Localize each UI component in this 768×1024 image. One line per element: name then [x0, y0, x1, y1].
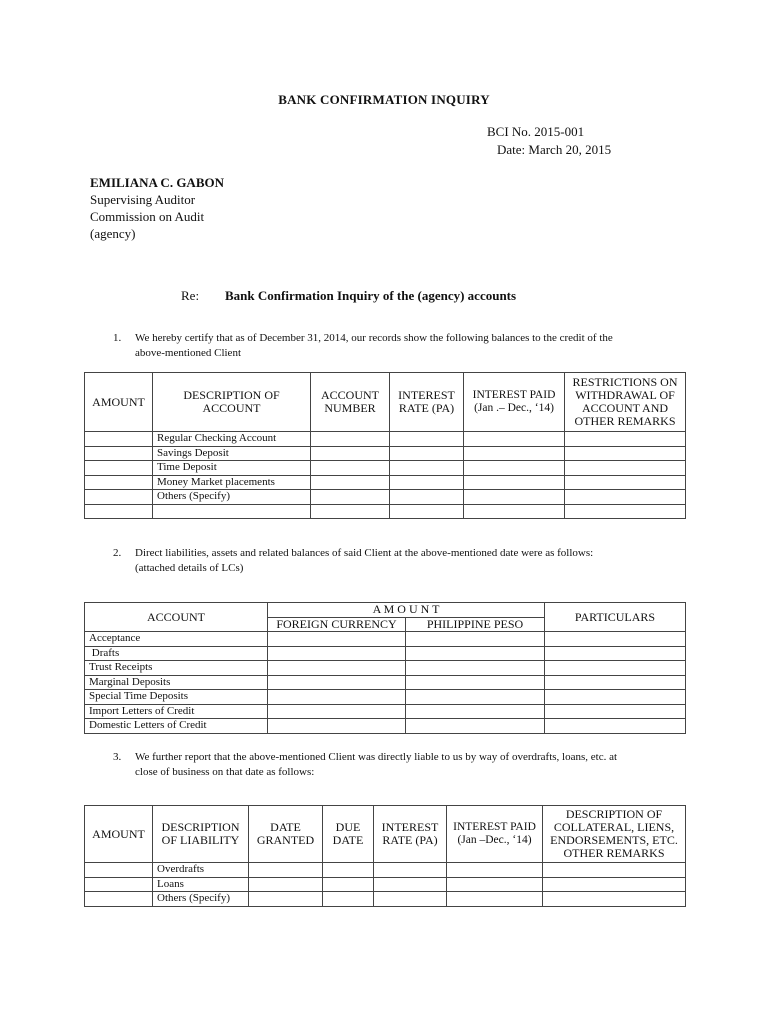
row-label: Loans: [153, 877, 249, 892]
table-cell: [565, 446, 686, 461]
table-cell: [464, 475, 565, 490]
table-cell: [543, 863, 686, 878]
table-row: [85, 504, 686, 519]
table-cell: [85, 461, 153, 476]
table-cell: [447, 892, 543, 907]
table-row: [85, 490, 686, 505]
table-cell: [249, 863, 323, 878]
table-cell: [406, 646, 545, 661]
column-header: INTEREST PAID (Jan –Dec., ‘14): [447, 806, 543, 863]
table-cell: [464, 432, 565, 447]
column-header: DUE DATE: [323, 806, 374, 863]
table-cell: [323, 863, 374, 878]
table-cell: [311, 475, 390, 490]
table-cell: [545, 632, 686, 647]
table-cell: [447, 877, 543, 892]
table-cell: [311, 490, 390, 505]
bci-number: BCI No. 2015-001: [487, 124, 585, 139]
item-1-number: 1.: [113, 332, 122, 344]
item-2-number: 2.: [113, 547, 122, 559]
table-cell: [545, 675, 686, 690]
table-cell: [543, 877, 686, 892]
table-cell: [374, 863, 447, 878]
table-cell: [545, 704, 686, 719]
table-cell: [543, 892, 686, 907]
column-header: DATE GRANTED: [249, 806, 323, 863]
row-label: Trust Receipts: [85, 661, 268, 676]
table-cell: [268, 719, 406, 734]
table-cell: [406, 704, 545, 719]
table-row: [85, 632, 686, 647]
row-label: Marginal Deposits: [85, 675, 268, 690]
re-label: Re:: [181, 288, 200, 303]
table-row: [85, 446, 686, 461]
table-cell: [311, 461, 390, 476]
column-header-account: ACCOUNT: [85, 603, 268, 632]
table-row: [85, 432, 686, 447]
table-cell: [85, 504, 153, 519]
table-cell: [374, 892, 447, 907]
column-header-particulars: PARTICULARS: [545, 603, 686, 632]
table-cell: [545, 661, 686, 676]
item-2-line-2: (attached details of LCs): [135, 562, 244, 574]
table-cell: [464, 461, 565, 476]
table-cell: [406, 719, 545, 734]
table-row: [85, 863, 686, 878]
table-cell: [464, 504, 565, 519]
table-cell: [406, 690, 545, 705]
table-cell: [268, 690, 406, 705]
table-cell: [249, 877, 323, 892]
column-header-foreign-currency: FOREIGN CURRENCY: [268, 617, 406, 632]
table-cell: [545, 719, 686, 734]
table-row: [85, 475, 686, 490]
addressee-name: EMILIANA C. GABON: [90, 175, 224, 190]
table-cell: [85, 490, 153, 505]
column-header: DESCRIPTION OF LIABILITY: [153, 806, 249, 863]
table-row: [85, 892, 686, 907]
item-3-number: 3.: [113, 751, 122, 763]
table-cell: [447, 863, 543, 878]
table-row: [85, 646, 686, 661]
table-cell: [85, 432, 153, 447]
row-label: Import Letters of Credit: [85, 704, 268, 719]
table-cell: [390, 446, 464, 461]
column-header: INTEREST RATE (PA): [390, 373, 464, 432]
document-title: BANK CONFIRMATION INQUIRY: [278, 92, 490, 107]
table-cell: [565, 461, 686, 476]
table-cell: [565, 475, 686, 490]
table-cell: [85, 475, 153, 490]
column-header: AMOUNT: [85, 373, 153, 432]
table-cell: [565, 490, 686, 505]
direct-liabilities-table: [84, 805, 686, 907]
column-header: DESCRIPTION OF ACCOUNT: [153, 373, 311, 432]
table-cell: [268, 632, 406, 647]
row-label: [153, 504, 311, 519]
column-header: INTEREST PAID (Jan .– Dec., ‘14): [464, 373, 565, 432]
item-1: [113, 331, 693, 363]
row-label: Domestic Letters of Credit: [85, 719, 268, 734]
table-cell: [249, 892, 323, 907]
table-cell: [268, 704, 406, 719]
row-label: Regular Checking Account: [153, 432, 311, 447]
table-cell: [545, 690, 686, 705]
table-cell: [565, 432, 686, 447]
row-label: Others (Specify): [153, 892, 249, 907]
column-header-philippine-peso: PHILIPPINE PESO: [406, 617, 545, 632]
document-date: Date: March 20, 2015: [497, 142, 612, 157]
table-cell: [85, 877, 153, 892]
table-cell: [464, 446, 565, 461]
table-cell: [565, 504, 686, 519]
table-cell: [390, 490, 464, 505]
table-cell: [311, 432, 390, 447]
row-label: Time Deposit: [153, 461, 311, 476]
column-header: INTEREST RATE (PA): [374, 806, 447, 863]
addressee-agency: (agency): [90, 226, 136, 241]
row-label: Savings Deposit: [153, 446, 311, 461]
table-cell: [323, 877, 374, 892]
table-cell: [85, 892, 153, 907]
table-row: [85, 704, 686, 719]
row-label: Overdrafts: [153, 863, 249, 878]
item-2-line-1: Direct liabilities, assets and related balances of said Client at the above-mentioned date were as follows:: [135, 547, 594, 559]
table-row: [85, 877, 686, 892]
addressee-block: [90, 174, 224, 242]
table-cell: [323, 892, 374, 907]
table-header-row: [85, 373, 686, 432]
table-row: [85, 690, 686, 705]
row-label: Acceptance: [85, 632, 268, 647]
table-row: [85, 719, 686, 734]
addressee-office: Commission on Audit: [90, 209, 205, 224]
row-label: Others (Specify): [153, 490, 311, 505]
item-3-line-1: We further report that the above-mentioned Client was directly liable to us by way of overdrafts, loans, etc. at: [135, 751, 618, 763]
deposit-balances-table: [84, 372, 686, 519]
item-2: [113, 546, 693, 578]
table-row: [85, 675, 686, 690]
table-cell: [406, 661, 545, 676]
row-label: Drafts: [85, 646, 268, 661]
table-header-row: [85, 806, 686, 863]
column-header: AMOUNT: [85, 806, 153, 863]
table-cell: [390, 461, 464, 476]
table-cell: [85, 446, 153, 461]
row-label: Money Market placements: [153, 475, 311, 490]
table-cell: [311, 504, 390, 519]
table-cell: [406, 675, 545, 690]
table-cell: [85, 863, 153, 878]
table-cell: [390, 504, 464, 519]
table-cell: [374, 877, 447, 892]
table-cell: [390, 432, 464, 447]
item-1-line-2: above-mentioned Client: [135, 347, 241, 359]
table-cell: [268, 675, 406, 690]
table-cell: [464, 490, 565, 505]
column-header: ACCOUNT NUMBER: [311, 373, 390, 432]
table-header-row: [85, 603, 686, 618]
table-cell: [390, 475, 464, 490]
table-cell: [406, 632, 545, 647]
table-cell: [268, 661, 406, 676]
item-3: [113, 750, 693, 782]
table-cell: [311, 446, 390, 461]
addressee-position: Supervising Auditor: [90, 192, 196, 207]
column-header: RESTRICTIONS ON WITHDRAWAL OF ACCOUNT AND OTHER REMARKS: [565, 373, 686, 432]
table-row: [85, 661, 686, 676]
item-1-line-1: We hereby certify that as of December 31, 2014, our records show the following balances to the credit of the: [135, 332, 613, 344]
table-cell: [268, 646, 406, 661]
row-label: Special Time Deposits: [85, 690, 268, 705]
re-subject: Bank Confirmation Inquiry of the (agency) accounts: [225, 288, 517, 303]
item-3-line-2: close of business on that date as follows:: [135, 766, 315, 778]
table-row: [85, 461, 686, 476]
column-header: DESCRIPTION OF COLLATERAL, LIENS, ENDORSEMENTS, ETC. OTHER REMARKS: [543, 806, 686, 863]
column-header-amount: A M O U N T: [268, 603, 545, 618]
liabilities-assets-table: [84, 602, 686, 734]
table-cell: [545, 646, 686, 661]
